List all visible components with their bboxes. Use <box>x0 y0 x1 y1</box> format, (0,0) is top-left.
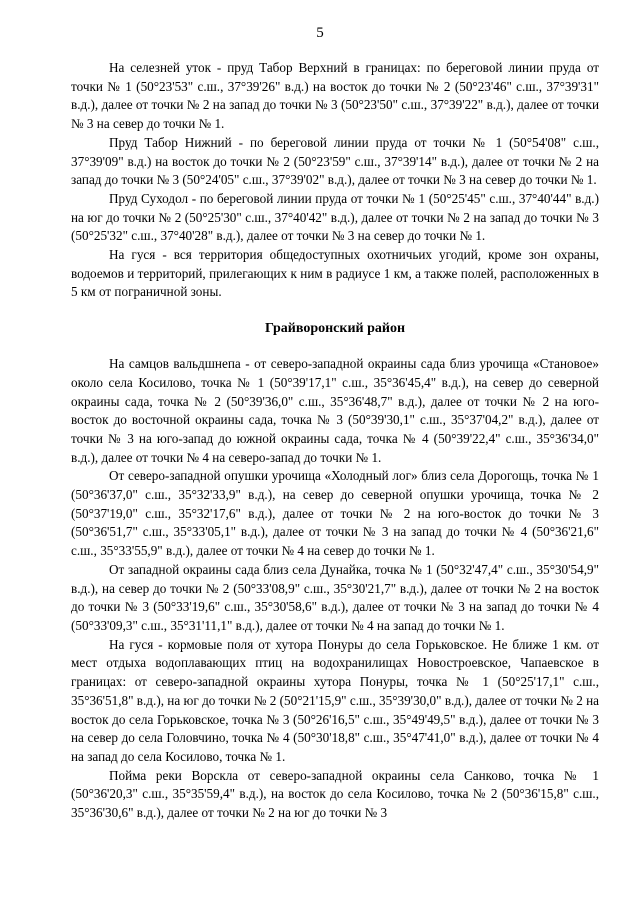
document-body <box>71 59 599 823</box>
paragraph-dunayka: От западной окраины сада близ села Дунайка, точка № 1 (50°32'47,4" с.ш., 35°30'54,9" в.д.), на север до точки № 2 (50°33'08,9" с.ш., 35°30'21,7" в.д.), далее от точки № 2 на восток до точки № 3 (50°33'19,6" с.ш., 35°30'58,6" в.д.), далее от точки № 3 на запад до точки № 4 (50°33'09,3" с.ш., 35°31'11,1" в.д.), далее от точки № 4 на запад до точки № 1. <box>71 561 599 633</box>
paragraph-vorskla-floodplain: Пойма реки Ворскла от северо-западной окраины села Санково, точка № 1 (50°36'20,3" с.ш., 35°35'59,4" в.д.), на восток до села Косилово, точка № 2 (50°36'15,8" с.ш., 35°36'30,6" в.д.), далее от точки № 2 на юг до точки № 3 <box>71 767 599 821</box>
page-number: 5 <box>316 25 324 41</box>
paragraph-woodcock-stanovoe: На самцов вальдшнепа - от северо-западной окраины сада близ урочища «Становое» около села Косилово, точка № 1 (50°39'17,1" с.ш., 35°36'45,4" в.д.), на север до северной окраины сада, точка № 2 (50°39'36,0" с.ш., 35°36'48,7" в.д.), далее от точки № 2 на юго-восток до восточной окраины сада, точка № 3 (50°39'30,1" с.ш., 35°37'04,2" в.д.), далее от точки № 3 на юго-запад до южной окраины сада, точка № 4 (50°39'22,4" с.ш., 35°36'34,0" в.д.), далее от точки № 4 на северо-запад до точки № 1. <box>71 356 599 465</box>
paragraph-sukhodol: Пруд Суходол - по береговой линии пруда от точки № 1 (50°25'45" с.ш., 37°40'44" в.д.) на юг до точки № 2 (50°25'30" с.ш., 37°40'42" в.д.), далее от точки № 2 на запад до точки № 3 (50°25'32" с.ш., 37°40'28" в.д.), далее от точки № 3 на север до точки № 1. <box>71 190 599 244</box>
paragraph-tabor-nizhniy: Пруд Табор Нижний - по береговой линии пруда от точки № 1 (50°54'08" с.ш., 37°39'09" в.д.) на восток до точки № 2 (50°23'59" с.ш., 37°39'14" в.д.), далее от точки № 2 на запад до точки № 3 (50°24'05" с.ш., 37°39'02" в.д.), далее от точки № 3 на север до точки № 1. <box>71 134 599 188</box>
paragraph-goose-fields: На гуся - кормовые поля от хутора Понуры до села Горьковское. Не ближе 1 км. от мест отдыха водоплавающих птиц на водохранилищах Новостроевское, Чапаевское в границах: от северо-западной окраины хутора Понуры, точка № 1 (50°25'17,1" с.ш., 35°36'51,8" в.д.), на юг до точки № 2 (50°21'15,9" с.ш., 35°39'30,0" в.д.), далее от точки № 2 на восток до села Горьковское, точка № 3 (50°26'16,5" с.ш., 35°49'49,5" в.д.), далее от точки № 3 на север до села Головчино, точка № 4 (50°30'18,8" с.ш., 35°47'41,0" в.д.), далее от точки № 4 на запад до села Косилово, точка № 1. <box>71 636 599 764</box>
paragraph-kholodny-log: От северо-западной опушки урочища «Холодный лог» близ села Дорогощь, точка № 1 (50°36'37,0" с.ш., 35°32'33,9" в.д.), на север до северной опушки урочища, точка № 2 (50°37'19,0" с.ш., 35°32'17,6" в.д.), далее от точки № 2 на юго-восток до точки № 3 (50°36'51,7" с.ш., 35°33'05,1" в.д.), далее от точки № 3 на запад до точки № 4 (50°36'21,6" с.ш., 35°33'55,9" в.д.), далее от точки № 4 на север до точки № 1. <box>71 468 599 559</box>
section-heading-grayvoronsky: Грайворонский район <box>264 321 406 337</box>
paragraph-goose-general: На гуся - вся территория общедоступных охотничьих угодий, кроме зон охраны, водоемов и территорий, прилегающих к ним в радиусе 1 км, а также полей, расположенных в 5 км от пограничной зоны. <box>71 247 599 300</box>
paragraph-tabor-verkhniy: На селезней уток - пруд Табор Верхний в границах: по береговой линии пруда от точки № 1 (50°23'53" с.ш., 37°39'26" в.д.) на восток до точки № 2 (50°23'46" с.ш., 37°39'31" в.д.), далее от точки № 2 на запад до точки № 3 (50°23'50" с.ш., 37°39'22" в.д.), далее от точки № 3 на север до точки № 1. <box>71 60 599 132</box>
